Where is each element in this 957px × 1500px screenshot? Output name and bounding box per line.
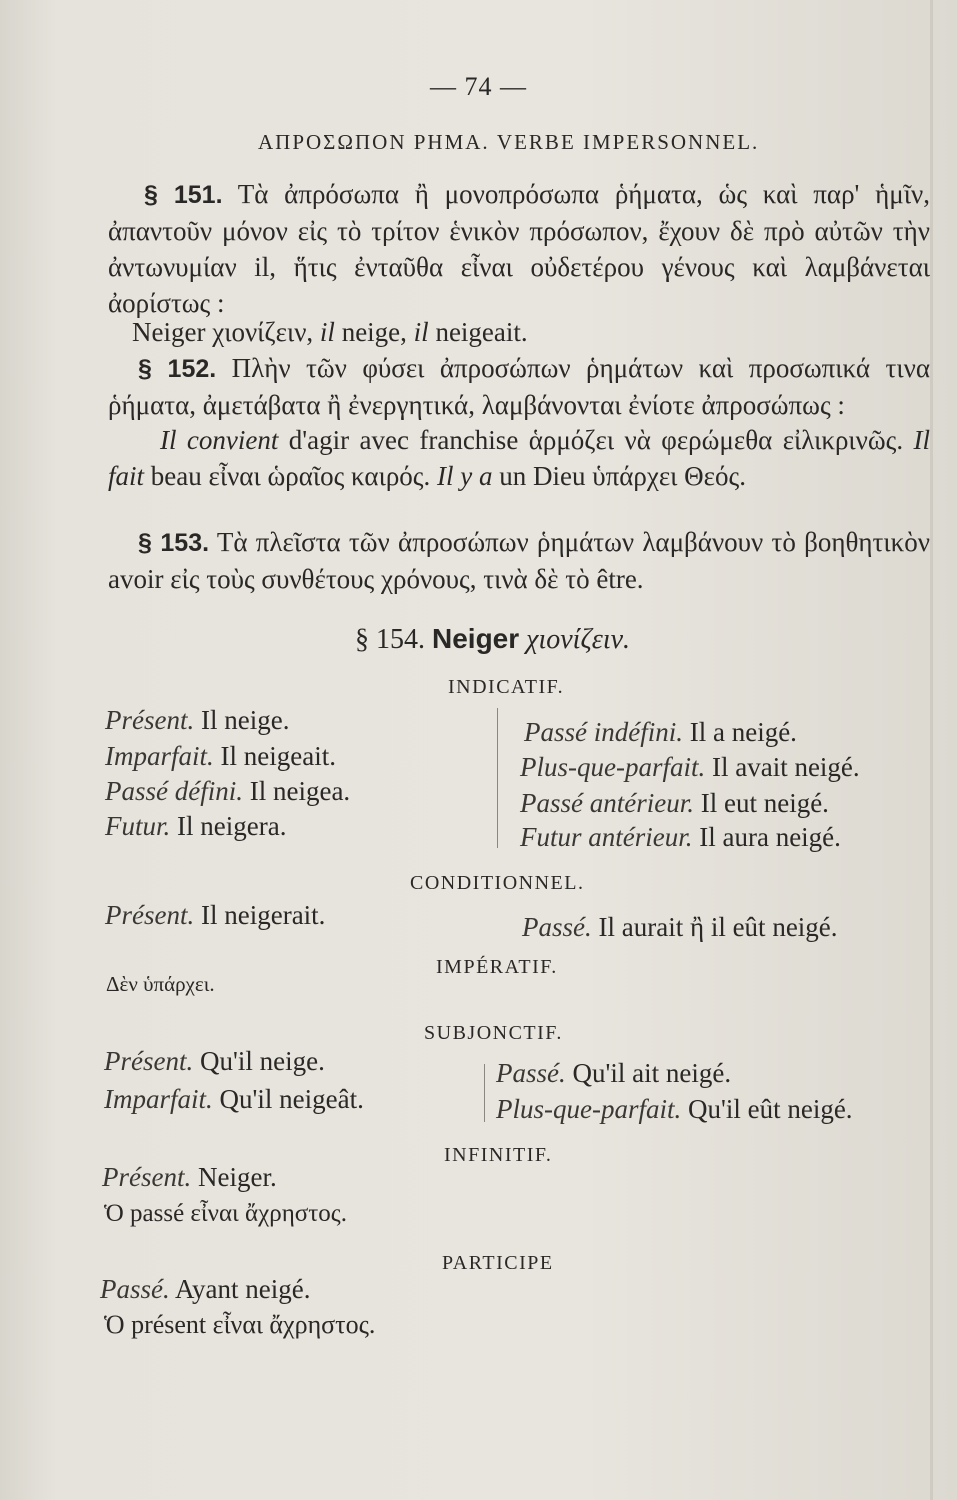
participe-heading: PARTICIPE bbox=[442, 1252, 554, 1274]
indicatif-row: Passé indéfini. Il a neigé. bbox=[524, 717, 797, 747]
indicatif-row: Futur. Il neigera. bbox=[105, 811, 287, 841]
section-text: Πλὴν τῶν φύσει ἀπροσώπων ῥημάτων καὶ προσωπικά τινα ῥήματα, ἀμετάβατα ἢ ἐνεργητικά, λαμβάνονται ἐνίοτε ἀπροσώπως : bbox=[108, 353, 930, 420]
subjonctif-row: Imparfait. Qu'il neigeât. bbox=[104, 1084, 364, 1114]
participe-note: Ὁ présent εἶναι ἄχρηστος. bbox=[104, 1310, 376, 1339]
imperatif-note: Δὲν ὑπάρχει. bbox=[106, 972, 215, 996]
conditionnel-heading: CONDITIONNEL. bbox=[410, 872, 585, 894]
imperatif-heading: IMPÉRATIF. bbox=[436, 956, 558, 978]
subjonctif-row: Passé. Qu'il ait neigé. bbox=[496, 1058, 732, 1088]
section-text: Τὰ πλεῖστα τῶν ἀπροσώπων ῥημάτων λαμβάνουν τὸ βοηθητικὸν avoir εἰς τοὺς συνθέτους χρόνους, τινὰ δὲ τὸ être. bbox=[108, 527, 930, 594]
infinitif-row: Présent. Neiger. bbox=[102, 1162, 277, 1192]
page-fold-shadow bbox=[930, 0, 933, 1500]
indicatif-row: Passé défini. Il neigea. bbox=[105, 776, 351, 806]
examples-152: Il convient d'agir avec franchise ἁρμόζει νὰ φερώμεθα εἰλικρινῶς. Il fait beau εἶναι ὡραῖος καιρός. Il y a un Dieu ὑπάρχει Θεός. bbox=[108, 425, 930, 491]
section-number: § 153. bbox=[138, 529, 210, 557]
infinitif-note: Ὁ passé εἶναι ἄχρηστος. bbox=[104, 1200, 347, 1227]
section-152 bbox=[108, 350, 930, 423]
verb-title: Neiger bbox=[432, 623, 520, 654]
section-number: § 152. bbox=[138, 355, 217, 383]
indicatif-row: Passé antérieur. Il eut neigé. bbox=[520, 788, 829, 818]
indicatif-row: Imparfait. Il neigeait. bbox=[105, 741, 336, 771]
conditionnel-row: Présent. Il neigerait. bbox=[105, 900, 326, 930]
subjonctif-heading: SUBJONCTIF. bbox=[424, 1022, 563, 1044]
column-divider bbox=[484, 1064, 485, 1122]
running-header: ΑΠΡΟΣΩΠΟΝ ΡΗΜΑ. VERBE IMPERSONNEL. bbox=[258, 130, 760, 154]
indicatif-row: Plus-que-parfait. Il avait neigé. bbox=[520, 752, 860, 782]
conditionnel-row: Passé. Il aurait ἢ il eût neigé. bbox=[522, 912, 838, 942]
indicatif-heading: INDICATIF. bbox=[448, 676, 565, 698]
indicatif-row: Présent. Il neige. bbox=[105, 705, 290, 735]
indicatif-row: Futur antérieur. Il aura neigé. bbox=[520, 822, 841, 852]
verb-greek: χιονίζειν. bbox=[526, 624, 631, 655]
subjonctif-row: Présent. Qu'il neige. bbox=[104, 1046, 325, 1076]
example-neiger: Neiger χιονίζειν, il neige, il neigeait. bbox=[132, 317, 528, 347]
infinitif-heading: INFINITIF. bbox=[444, 1144, 553, 1166]
section-154-heading bbox=[355, 623, 630, 656]
participe-row: Passé. Ayant neigé. bbox=[100, 1274, 311, 1304]
page-number: — 74 — bbox=[430, 72, 527, 101]
section-153 bbox=[108, 524, 930, 597]
section-text: Τὰ ἀπρόσωπα ἢ μονοπρόσωπα ῥήματα, ὡς καὶ παρ' ἡμῖν, ἀπαντοῦν μόνον εἰς τὸ τρίτον ἑνικὸν πρόσωπον, ἔχουν δὲ πρὸ αὐτῶν τὴν ἀντωνυμίαν il, ἥτις ἐνταῦθα εἶναι οὐδετέρου γένους καὶ λαμβάνεται ἀορίστως : bbox=[108, 179, 930, 318]
section-number: § 154. bbox=[355, 624, 425, 655]
column-divider bbox=[497, 708, 498, 848]
section-151 bbox=[108, 176, 930, 321]
subjonctif-row: Plus-que-parfait. Qu'il eût neigé. bbox=[496, 1094, 853, 1124]
section-number: § 151. bbox=[144, 181, 223, 209]
